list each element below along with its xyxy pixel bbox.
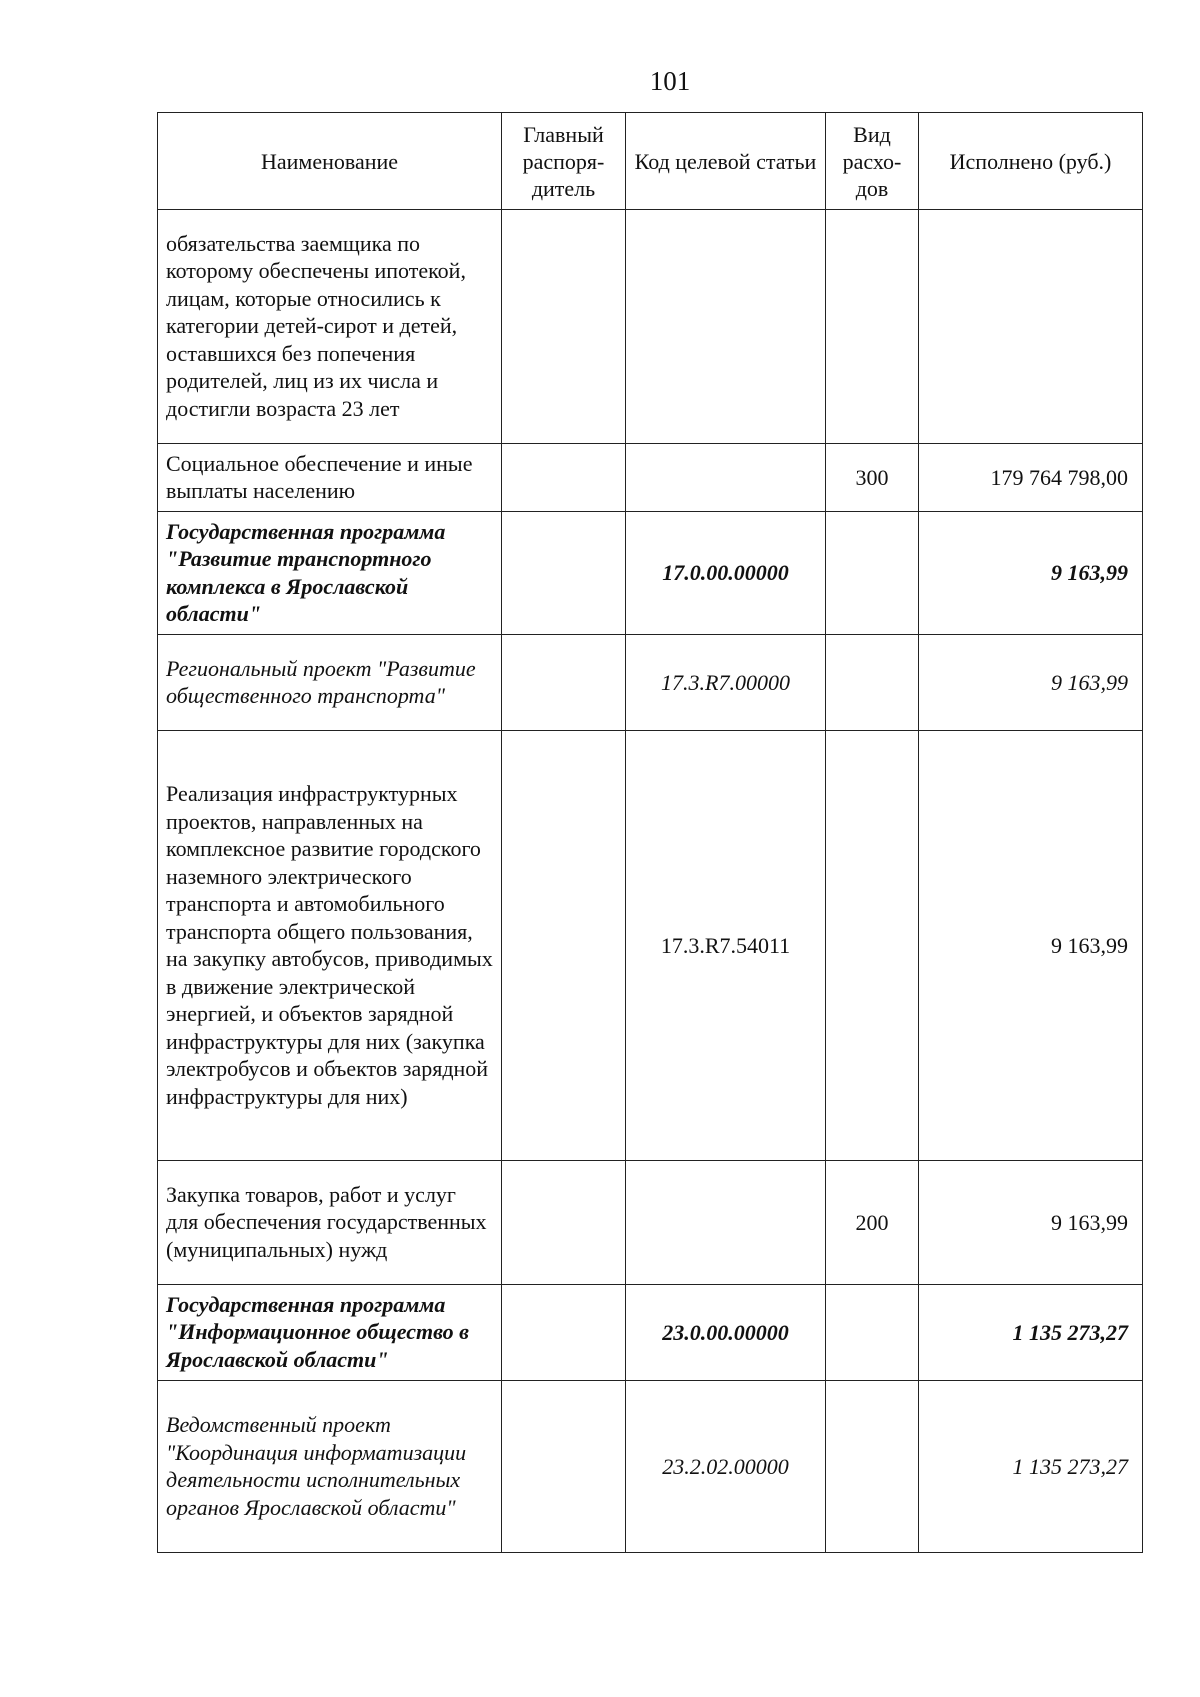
row-type [826,1285,919,1381]
row-manager [502,444,626,512]
row-executed: 9 163,99 [919,512,1143,635]
row-type [826,512,919,635]
row-executed: 9 163,99 [919,635,1143,731]
table-row [158,1381,1143,1553]
row-manager [502,731,626,1161]
budget-table [157,112,1143,1553]
row-manager [502,1285,626,1381]
row-name: Закупка товаров, работ и услуг для обеспечения государственных (муниципальных) нужд [158,1161,502,1285]
row-executed: 1 135 273,27 [919,1381,1143,1553]
row-type: 300 [826,444,919,512]
row-manager [502,210,626,444]
row-name: Социальное обеспечение и иные выплаты населению [158,444,502,512]
row-code: 23.0.00.00000 [626,1285,826,1381]
header-name: Наименование [158,113,502,210]
row-type [826,1381,919,1553]
table-row [158,210,1143,444]
row-executed: 1 135 273,27 [919,1285,1143,1381]
header-code: Код целевой статьи [626,113,826,210]
table-row [158,635,1143,731]
row-manager [502,1381,626,1553]
row-code [626,444,826,512]
row-code: 17.3.R7.54011 [626,731,826,1161]
row-executed: 9 163,99 [919,731,1143,1161]
row-code [626,210,826,444]
row-code [626,1161,826,1285]
row-executed [919,210,1143,444]
row-executed: 179 764 798,00 [919,444,1143,512]
row-type [826,635,919,731]
row-code: 17.0.00.00000 [626,512,826,635]
header-executed: Исполнено (руб.) [919,113,1143,210]
row-type [826,731,919,1161]
row-name: Государственная программа "Развитие транспортного комплекса в Ярославской области" [158,512,502,635]
row-executed: 9 163,99 [919,1161,1143,1285]
header-type: Вид расхо- дов [826,113,919,210]
row-name: Ведомственный проект "Координация информатизации деятельности исполнительных органов Ярославской области" [158,1381,502,1553]
table-row [158,512,1143,635]
row-code: 17.3.R7.00000 [626,635,826,731]
row-name: Региональный проект "Развитие общественного транспорта" [158,635,502,731]
table-row [158,731,1143,1161]
row-type [826,210,919,444]
header-manager: Главный распоря- дитель [502,113,626,210]
row-name: Реализация инфраструктурных проектов, направленных на комплексное развитие городского наземного электрического транспорта и автомобильного транспорта общего пользования, на закупку автобусов, приводимых в движение электрической энергией, и объектов зарядной инфраструктуры для них (закупка электробусов и объектов зарядной инфраструктуры для них) [158,731,502,1161]
row-type: 200 [826,1161,919,1285]
row-name: обязательства заемщика по которому обеспечены ипотекой, лицам, которые относились к категории детей-сирот и детей, оставшихся без попечения родителей, лиц из их числа и достигли возраста 23 лет [158,210,502,444]
row-manager [502,512,626,635]
row-manager [502,635,626,731]
table-row [158,1161,1143,1285]
row-name: Государственная программа "Информационное общество в Ярославской области" [158,1285,502,1381]
row-manager [502,1161,626,1285]
page-number: 101 [649,66,691,96]
table-header-row [158,113,1143,210]
table-row [158,444,1143,512]
table-row [158,1285,1143,1381]
row-code: 23.2.02.00000 [626,1381,826,1553]
